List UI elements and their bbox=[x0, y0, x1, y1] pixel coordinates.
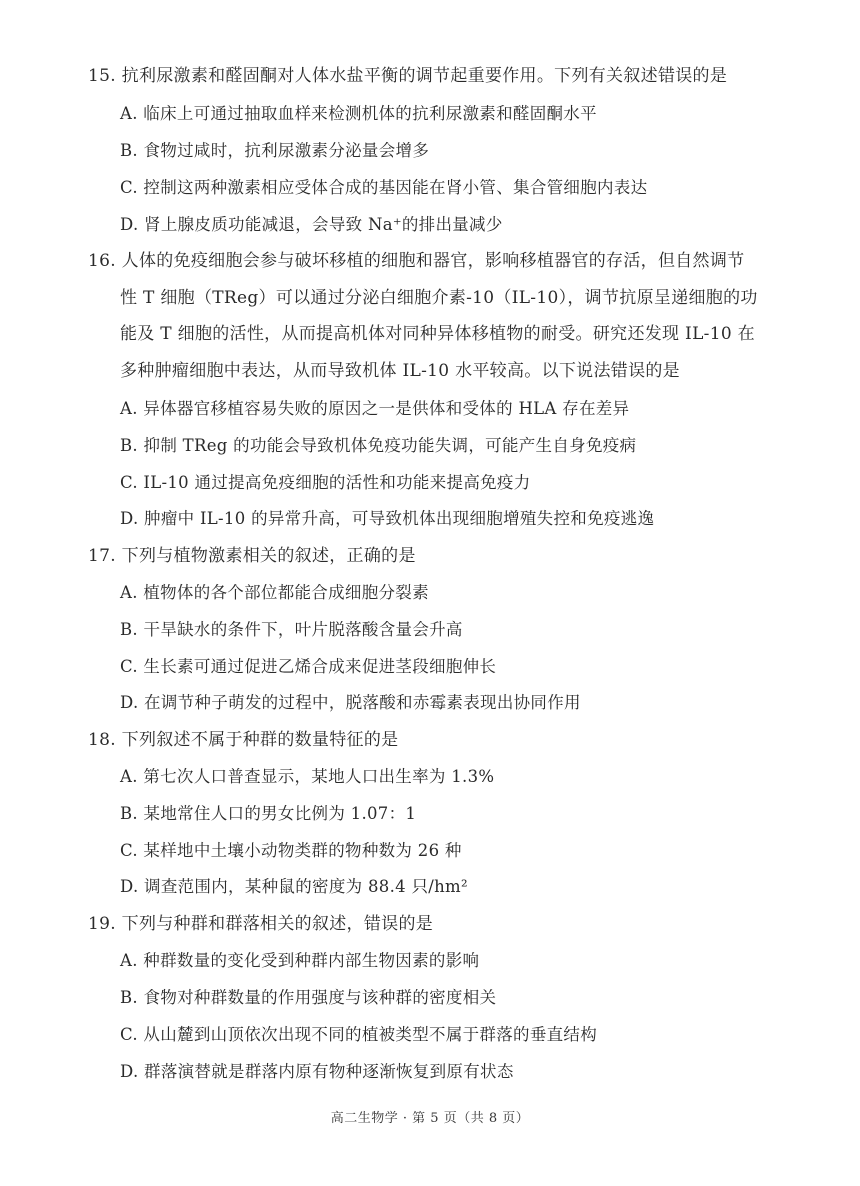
question-number: 17. bbox=[88, 546, 116, 566]
option-b: B. 某地常住人口的男女比例为 1.07：1 bbox=[120, 804, 417, 823]
option-c: C. 生长素可通过促进乙烯合成来促进茎段细胞伸长 bbox=[120, 657, 497, 676]
option-d: D. 群落演替就是群落内原有物种逐渐恢复到原有状态 bbox=[120, 1062, 514, 1081]
question-number: 19. bbox=[88, 914, 116, 934]
question-stem-line: 多种肿瘤细胞中表达，从而导致机体 IL-10 水平较高。以下说法错误的是 bbox=[120, 361, 680, 381]
page-footer: 高二生物学 · 第 5 页（共 8 页） bbox=[330, 1111, 530, 1126]
question-stem-line bbox=[88, 65, 727, 87]
option-d: D. 肿瘤中 IL-10 的异常升高，可导致机体出现细胞增殖失控和免疫逃逸 bbox=[120, 509, 655, 528]
option-a: A. 种群数量的变化受到种群内部生物因素的影响 bbox=[120, 951, 480, 970]
question-stem-line bbox=[88, 729, 398, 751]
option-d: D. 调查范围内，某种鼠的密度为 88.4 只/hm² bbox=[120, 877, 468, 896]
question-stem-line bbox=[88, 545, 416, 567]
question-number: 15. bbox=[88, 66, 116, 86]
question-stem-line bbox=[88, 913, 433, 935]
option-a: A. 第七次人口普查显示，某地人口出生率为 1.3% bbox=[120, 767, 495, 786]
option-c: C. 从山麓到山顶依次出现不同的植被类型不属于群落的垂直结构 bbox=[120, 1025, 598, 1044]
option-a: A. 植物体的各个部位都能合成细胞分裂素 bbox=[120, 583, 429, 602]
question-number: 16. bbox=[88, 251, 116, 271]
question-stem: 下列叙述不属于种群的数量特征的是 bbox=[121, 730, 399, 750]
question-stem-line: 能及 T 细胞的活性，从而提高机体对同种异体移植物的耐受。研究还发现 IL-10 在 bbox=[120, 324, 755, 344]
option-b: B. 抑制 TReg 的功能会导致机体免疫功能失调，可能产生自身免疫病 bbox=[120, 436, 637, 455]
option-c: C. IL-10 通过提高免疫细胞的活性和功能来提高免疫力 bbox=[120, 473, 531, 492]
question-stem: 人体的免疫细胞会参与破坏移植的细胞和器官，影响移植器官的存活，但自然调节 bbox=[121, 251, 745, 271]
option-b: B. 干旱缺水的条件下，叶片脱落酸含量会升高 bbox=[120, 620, 463, 639]
option-b: B. 食物过咸时，抗利尿激素分泌量会增多 bbox=[120, 141, 430, 160]
question-stem: 下列与植物激素相关的叙述，正确的是 bbox=[121, 546, 416, 566]
option-a: A. 异体器官移植容易失败的原因之一是供体和受体的 HLA 存在差异 bbox=[120, 399, 630, 418]
option-c: C. 某样地中土壤小动物类群的物种数为 26 种 bbox=[120, 841, 462, 860]
question-number: 18. bbox=[88, 730, 116, 750]
option-a: A. 临床上可通过抽取血样来检测机体的抗利尿激素和醛固酮水平 bbox=[120, 104, 597, 123]
question-stem: 下列与种群和群落相关的叙述，错误的是 bbox=[121, 914, 434, 934]
option-c: C. 控制这两种激素相应受体合成的基因能在肾小管、集合管细胞内表达 bbox=[120, 178, 648, 197]
question-stem: 抗利尿激素和醛固酮对人体水盐平衡的调节起重要作用。下列有关叙述错误的是 bbox=[121, 66, 728, 86]
question-stem-line: 性 T 细胞（TReg）可以通过分泌白细胞介素-10（IL-10），调节抗原呈递细胞的功 bbox=[120, 288, 758, 308]
option-d: D. 在调节种子萌发的过程中，脱落酸和赤霉素表现出协同作用 bbox=[120, 693, 581, 712]
option-d: D. 肾上腺皮质功能减退，会导致 Na⁺的排出量减少 bbox=[120, 215, 503, 234]
question-stem-line bbox=[88, 250, 744, 272]
option-b: B. 食物对种群数量的作用强度与该种群的密度相关 bbox=[120, 988, 497, 1007]
